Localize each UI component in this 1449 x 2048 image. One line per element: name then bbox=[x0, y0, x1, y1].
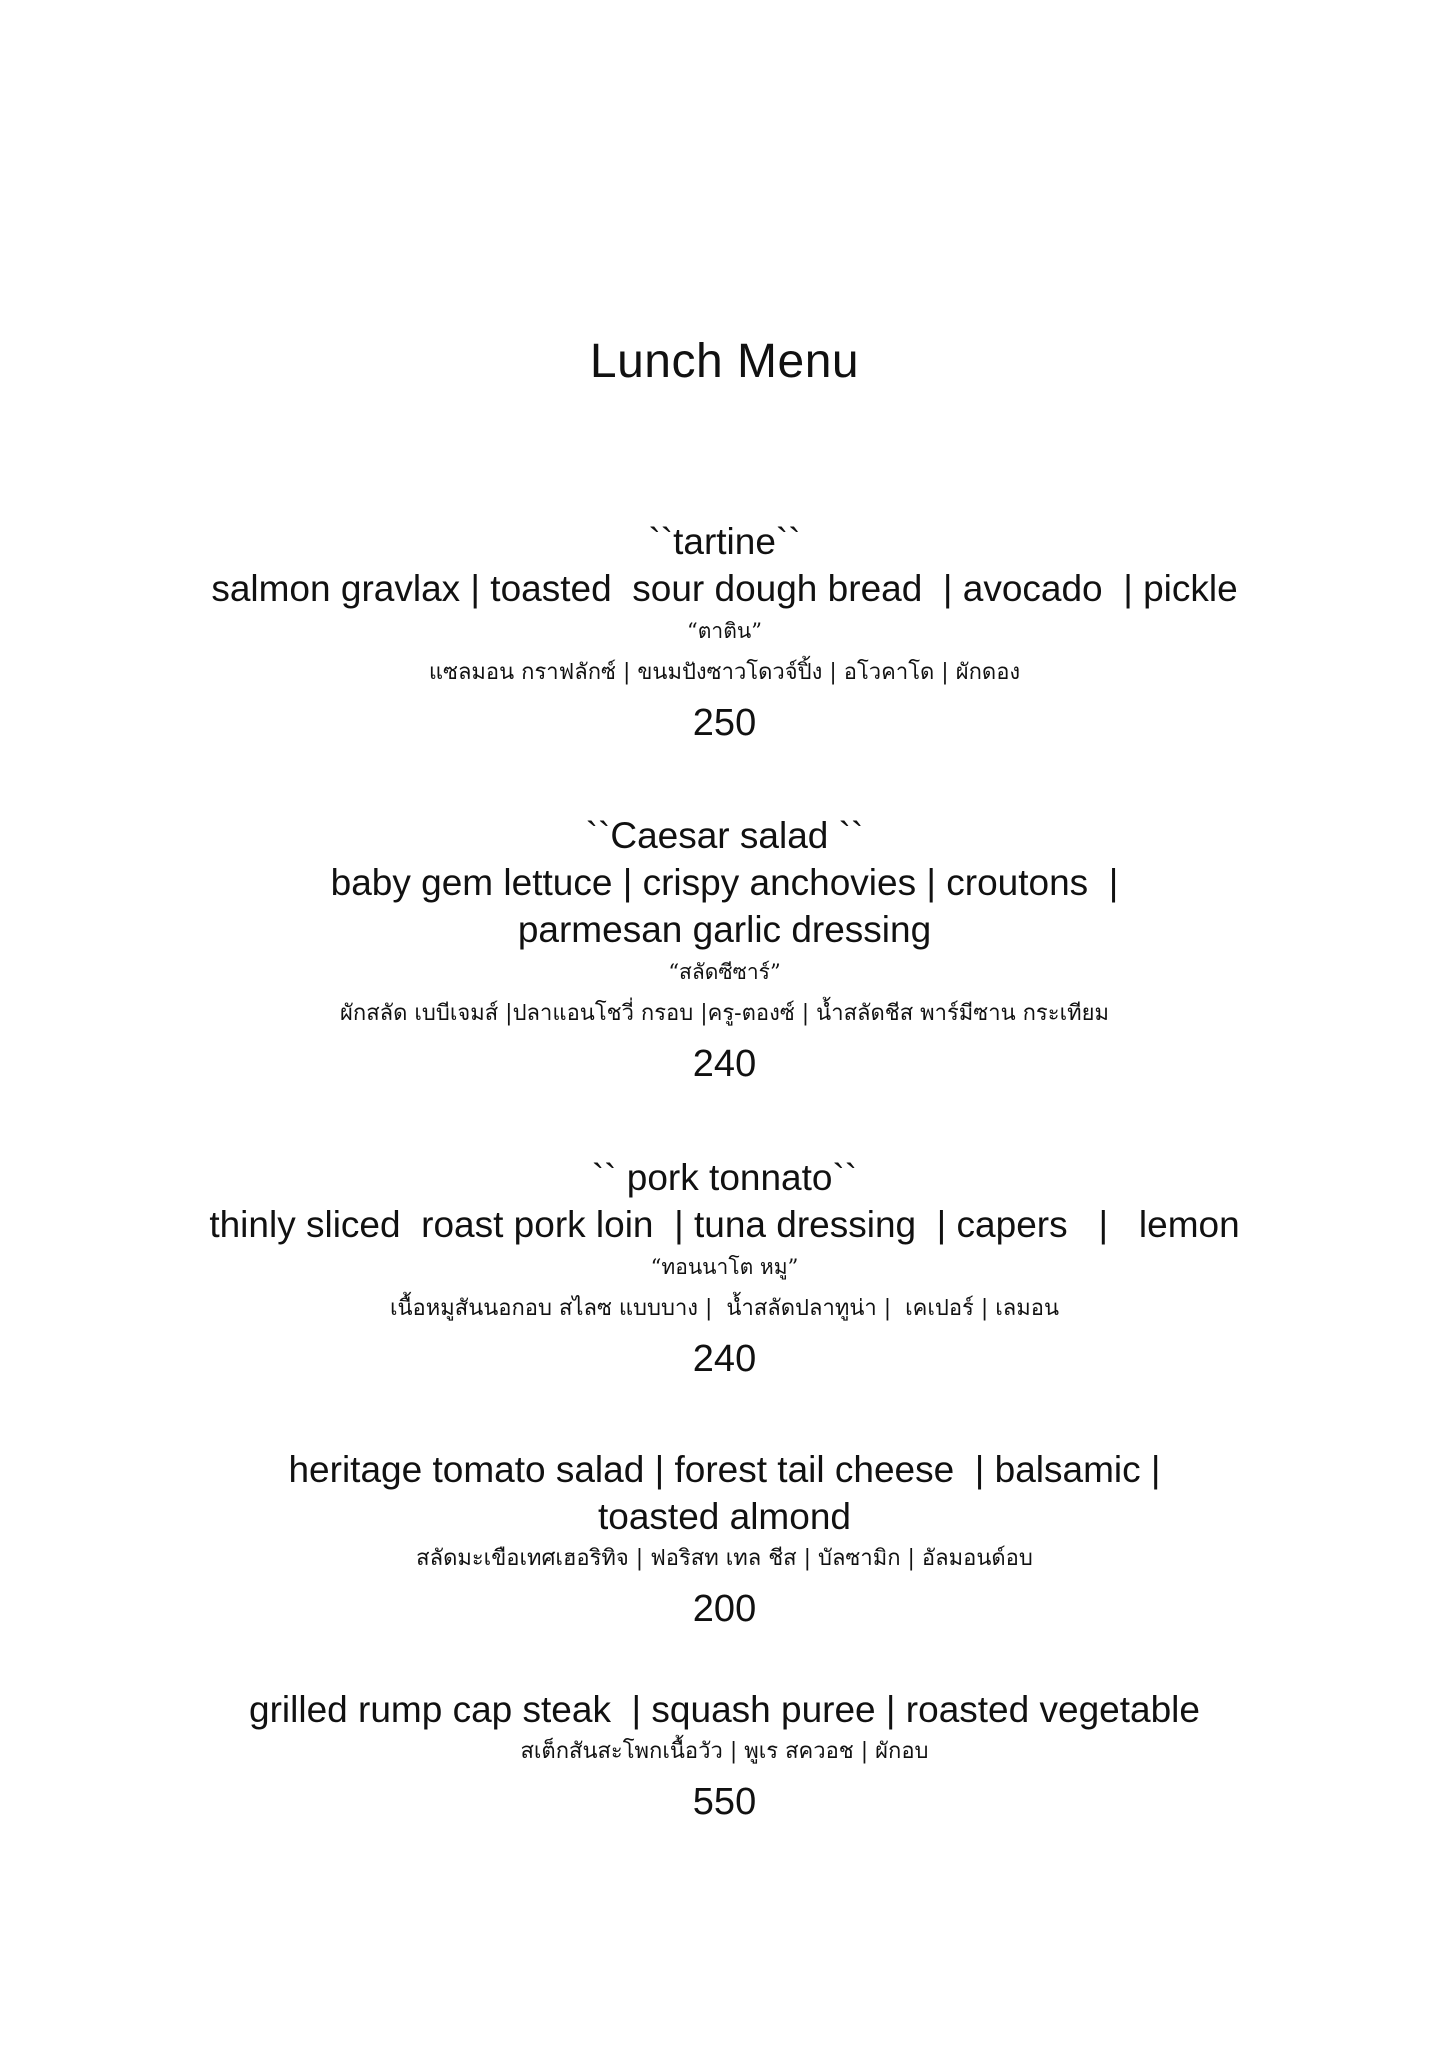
menu-item-tartine bbox=[0, 518, 1449, 748]
item-name: `` pork tonnato`` bbox=[591, 1157, 858, 1198]
menu-item-rump-cap-steak bbox=[0, 1686, 1449, 1827]
item-price: 240 bbox=[692, 1338, 757, 1380]
item-thai-description: สเต็กสันสะโพกเนื้อวัว | พูเร สควอช | ผักอบ bbox=[520, 1739, 929, 1764]
item-price: 550 bbox=[692, 1781, 757, 1823]
menu-item-pork-tonnato bbox=[0, 1154, 1449, 1384]
menu-item-heritage-tomato-salad bbox=[0, 1446, 1449, 1634]
item-thai-description: แซลมอน กราฟลักซ์ | ขนมปังซาวโดวจ์ปิ้ง | อโวคาโด | ผักดอง bbox=[428, 660, 1021, 685]
item-thai-description: ผักสลัด เบบีเจมส์ |ปลาแอนโชวี่ กรอบ |ครู-ตองซ์ | น้ำสลัดชีส พาร์มีซาน กระเทียม bbox=[340, 1001, 1109, 1026]
item-thai-description: เนื้อหมูสันนอกอบ สไลซ แบบบาง | น้ำสลัดปลาทูน่า | เคเปอร์ | เลมอน bbox=[389, 1296, 1060, 1321]
page-title: Lunch Menu bbox=[589, 335, 860, 388]
item-description-line: thinly sliced roast pork loin | tuna dressing | capers | lemon bbox=[209, 1204, 1240, 1245]
item-price: 250 bbox=[692, 702, 757, 744]
item-thai-name: “ทอนนาโต หมู” bbox=[650, 1255, 799, 1279]
item-description-line: parmesan garlic dressing bbox=[517, 909, 932, 950]
item-name: ``Caesar salad `` bbox=[585, 815, 864, 856]
item-price: 200 bbox=[692, 1588, 757, 1630]
item-description-line: grilled rump cap steak | squash puree | roasted vegetable bbox=[249, 1689, 1200, 1730]
item-price: 240 bbox=[692, 1043, 757, 1085]
item-description-line: salmon gravlax | toasted sour dough bread | avocado | pickle bbox=[211, 568, 1238, 609]
item-description-line: toasted almond bbox=[597, 1496, 851, 1537]
item-name: ``tartine`` bbox=[648, 521, 801, 562]
item-thai-description: สลัดมะเขือเทศเฮอริทิจ | ฟอริสท เทล ชีส | บัลซามิก | อัลมอนด์อบ bbox=[416, 1546, 1033, 1571]
menu-item-caesar-salad bbox=[0, 812, 1449, 1089]
item-thai-name: “สลัดซีซาร์” bbox=[668, 960, 781, 984]
item-thai-name: “ตาติน” bbox=[687, 619, 762, 643]
item-description-line: baby gem lettuce | crispy anchovies | croutons | bbox=[330, 862, 1119, 903]
item-description-line: heritage tomato salad | forest tail cheese | balsamic | bbox=[288, 1449, 1161, 1490]
